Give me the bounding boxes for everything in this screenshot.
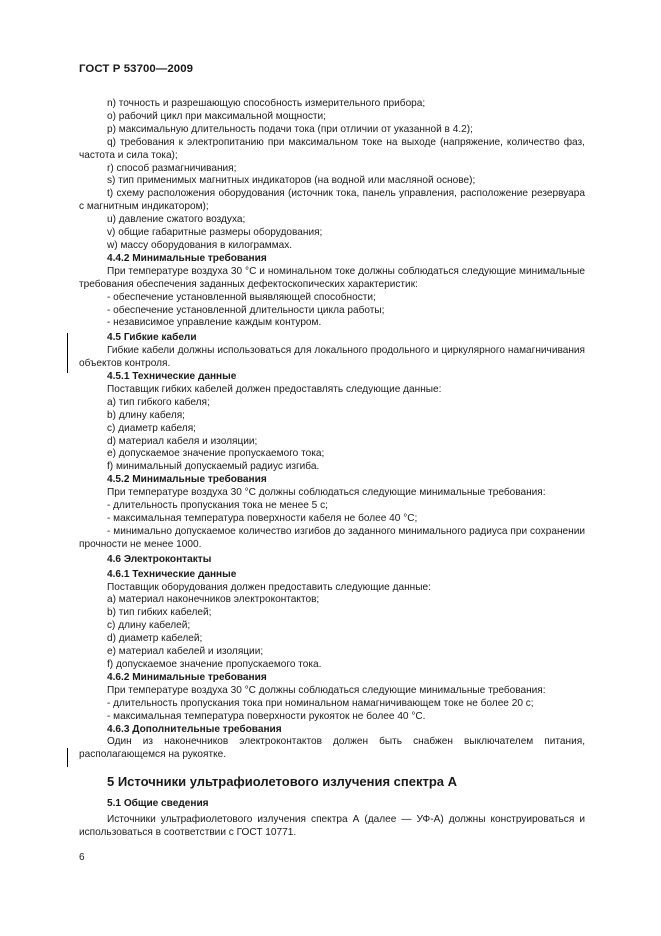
section-heading-5-1: 5.1 Общие сведения [107, 798, 209, 810]
list-item: c) диаметр кабеля; [107, 422, 196, 434]
paragraph: Гибкие кабели должны использоваться для локального продольного и циркулярного намагничивания объектов контроля. [79, 345, 585, 370]
list-item: a) материал наконечников электроконтактов; [107, 594, 320, 606]
document-code-header: ГОСТ Р 53700—2009 [79, 63, 194, 75]
list-item: p) максимальную длительность подачи тока (при отличии от указанной в 4.2); [107, 123, 473, 135]
paragraph: Поставщик оборудования должен предоставить следующие данные: [107, 581, 431, 593]
change-bar [67, 333, 68, 373]
page-number: 6 [79, 852, 85, 863]
list-item: b) тип гибких кабелей; [107, 607, 212, 619]
paragraph: Источники ультрафиолетового излучения спектра А (далее — УФ-А) должны конструироваться и использоваться в соответствии с ГОСТ 10771. [79, 814, 585, 839]
list-item: q) требования к электропитанию при максимальном токе на выходе (напряжение, количество фаз, частота и сила тока); [79, 136, 585, 161]
list-item: - максимальная температура поверхности кабеля не более 40 °С; [107, 513, 418, 524]
list-item: o) рабочий цикл при максимальной мощности; [107, 110, 326, 122]
paragraph: Поставщик гибких кабелей должен предоставлять следующие данные: [107, 383, 442, 395]
list-item: u) давление сжатого воздуха; [107, 214, 246, 226]
paragraph: Один из наконечников электроконтактов должен быть снабжен выключателем питания, располагающемся на рукоятке. [79, 736, 585, 761]
list-item: d) диаметр кабелей; [107, 633, 203, 645]
section-heading-4-4-2: 4.4.2 Минимальные требования [107, 252, 267, 264]
list-item: w) массу оборудования в килограммах. [107, 239, 293, 251]
document-body [79, 98, 585, 840]
section-heading-4-6-3: 4.6.3 Дополнительные требования [107, 723, 282, 735]
paragraph: При температуре воздуха 30 °С должны соблюдаться следующие минимальные требования: [107, 684, 546, 696]
list-item: - максимальная температура поверхности рукояток не более 40 °С. [107, 710, 426, 722]
section-heading-4-5: 4.5 Гибкие кабели [107, 332, 197, 344]
list-item: s) тип применимых магнитных индикаторов (на водной или масляной основе); [107, 175, 476, 187]
list-item: e) материал кабелей и изоляции; [107, 646, 264, 658]
list-item: f) допускаемое значение пропускаемого тока. [107, 658, 322, 670]
list-item: - длительность пропускания тока при номинальном намагничивающем токе не более 20 с; [107, 697, 534, 709]
list-item: f) минимальный допускаемый радиус изгиба. [107, 461, 320, 473]
list-item: b) длину кабеля; [107, 409, 185, 421]
paragraph: При температуре воздуха 30 °С должны соблюдаться следующие минимальные требования: [107, 487, 546, 499]
section-heading-4-6: 4.6 Электроконтакты [107, 553, 212, 565]
list-item: - длительность пропускания тока не менее 5 с; [107, 500, 328, 512]
list-item: - минимально допускаемое количество изгибов до заданного минимального радиуса при сохранении прочности не менее 1000. [79, 525, 585, 550]
list-item: - обеспечение установленной выявляющей способности; [107, 291, 376, 303]
list-item: r) способ размагничивания; [107, 162, 237, 174]
list-item: v) общие габаритные размеры оборудования; [107, 227, 323, 239]
chapter-heading-5: 5 Источники ультрафиолетового излучения спектра А [107, 774, 458, 790]
list-item: a) тип гибкого кабеля; [107, 396, 210, 408]
list-item: e) допускаемое значение пропускаемого тока; [107, 448, 325, 460]
change-bar [67, 748, 68, 767]
section-heading-4-5-2: 4.5.2 Минимальные требования [107, 474, 267, 486]
list-item: n) точность и разрешающую способность измерительного прибора; [107, 98, 426, 109]
list-item: d) материал кабеля и изоляции; [107, 435, 258, 447]
list-item: - независимое управление каждым контуром. [107, 317, 322, 329]
section-heading-4-5-1: 4.5.1 Технические данные [107, 371, 237, 383]
paragraph: При температуре воздуха 30 °С и номинальном токе должны соблюдаться следующие минимальные требования обеспечения заданных дефектоскопических характеристик: [79, 265, 585, 290]
section-heading-4-6-1: 4.6.1 Технические данные [107, 568, 237, 580]
list-item: c) длину кабелей; [107, 620, 191, 632]
list-item: t) схему расположения оборудования (источник тока, панель управления, расположение резервуара с магнитным индикатором); [79, 188, 585, 213]
list-item: - обеспечение установленной длительности цикла работы; [107, 304, 385, 316]
section-heading-4-6-2: 4.6.2 Минимальные требования [107, 671, 267, 683]
